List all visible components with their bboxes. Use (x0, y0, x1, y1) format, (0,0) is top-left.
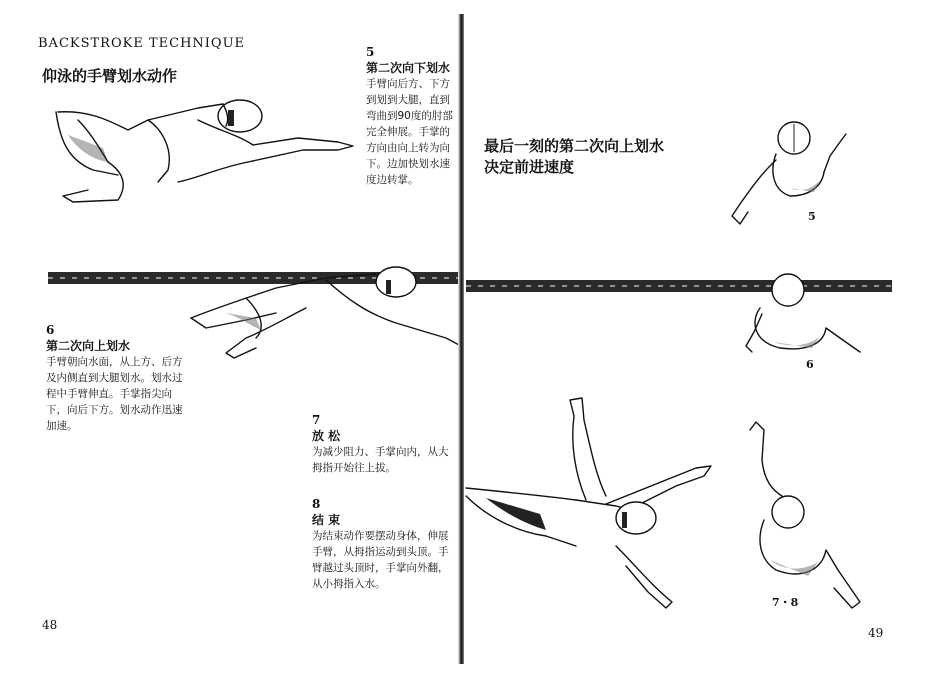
caption-6: 6 (806, 358, 814, 371)
page-number-left: 48 (42, 618, 58, 632)
page-title-right-line1: 最后一刻的第二次向上划水 (484, 137, 665, 155)
step-5-number: 5 (366, 45, 375, 59)
step-6-number: 6 (46, 323, 55, 337)
caption-78: 7・8 (772, 596, 799, 609)
step-8-body: 为结束动作要摆动身体，伸展手臂，从拇指运动到头顶。手臂越过头顶时，手掌向外翻，从小拇指入水。 (312, 530, 449, 590)
running-head: BACKSTROKE TECHNIQUE (38, 36, 246, 51)
step-8-heading: 结 束 (312, 513, 341, 527)
step-7-text (312, 412, 452, 476)
step-7-number: 7 (312, 413, 321, 427)
swimmer-top-view-5 (730, 120, 860, 230)
step-5-heading: 第二次向下划水 (366, 61, 451, 75)
swimmer-top-view-6 (740, 272, 870, 362)
right-page (462, 0, 950, 675)
page-title-left: 仰泳的手臂划水动作 (42, 67, 178, 85)
step-8-text (312, 496, 456, 592)
step-6-heading: 第二次向上划水 (46, 339, 131, 353)
swimmer-illustration-5 (48, 90, 368, 230)
step-5-body: 手臂向后方、下方到划到大腿，直到弯曲到90度的肘部完全伸展。手掌的方向由向上转为向下。边加快划水速度边转掌。 (366, 78, 453, 186)
left-page (0, 0, 462, 675)
page-title-right (484, 136, 664, 178)
step-7-heading: 放 松 (312, 429, 341, 443)
swimmer-illustration-6 (186, 258, 466, 368)
swimmer-top-view-78 (742, 420, 872, 620)
swimmer-illustration-78 (466, 396, 746, 616)
step-7-body: 为减少阻力、手掌向内，从大拇指开始往上拔。 (312, 446, 449, 474)
page-number-right: 49 (868, 626, 884, 640)
step-6-text (46, 322, 186, 434)
caption-5: 5 (808, 210, 816, 223)
step-8-number: 8 (312, 497, 321, 511)
step-6-body: 手臂朝向水面，从上方、后方及内侧直到大腿划水。划水过程中手臂伸直。手掌指尖向下，向后下方。划水动作迅速加速。 (46, 356, 183, 432)
page-title-right-line2: 决定前进速度 (484, 158, 575, 176)
step-5-text (366, 44, 458, 188)
